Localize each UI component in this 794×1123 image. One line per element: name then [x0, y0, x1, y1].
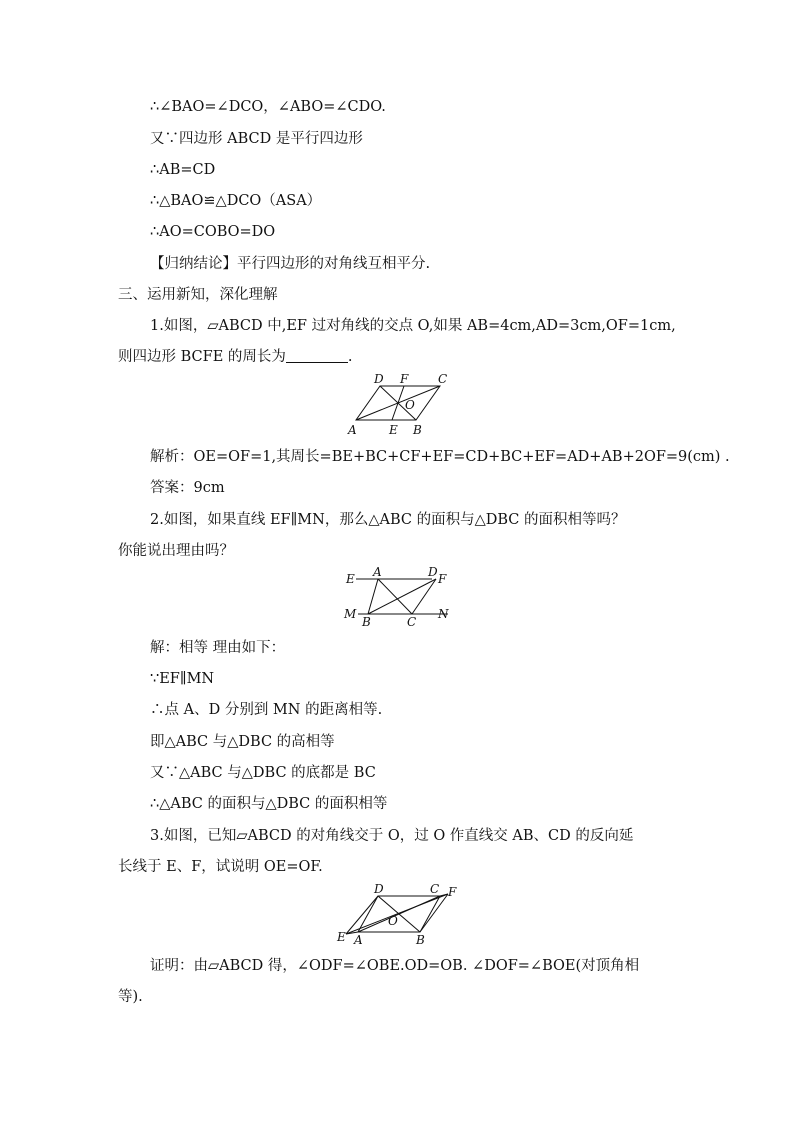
q2-label-c: C — [407, 615, 417, 628]
q2-solution-line5: 又∵△ABC 与△DBC 的底都是 BC — [150, 765, 376, 781]
q3-proof-line1: 证明：由▱ABCD 得，∠ODF=∠OBE.OD=OB. ∠DOF=∠BOE(对顶角相 — [150, 958, 640, 974]
q2-label-n: N — [438, 607, 449, 621]
proof-line-conclusion: ∴AO=COBO=DO — [150, 224, 276, 240]
q3-label-c: C — [430, 882, 440, 896]
q2-label-a: A — [373, 566, 382, 579]
q2-parallel-lines-figure — [340, 566, 458, 628]
q1-answer: 答案：9cm — [150, 480, 225, 496]
q1-label-b: B — [413, 423, 422, 437]
q2-text-line2: 你能说出理由吗？ — [118, 543, 234, 559]
q3-text-line2: 长线于 E、F，试说明 OE=OF. — [118, 859, 323, 875]
section-heading: 三、运用新知，深化理解 — [118, 287, 278, 303]
q2-solution-line2: ∵EF∥MN — [150, 671, 215, 687]
q2-label-f: F — [438, 572, 447, 586]
q2-label-d: D — [428, 566, 438, 579]
q2-label-e: E — [346, 572, 355, 586]
q1-text-suffix: . — [347, 349, 353, 365]
q2-solution-line3: ∴点 A、D 分别到 MN 的距离相等. — [150, 702, 383, 718]
q2-solution-line6: ∴△ABC 的面积与△DBC 的面积相等 — [150, 796, 388, 812]
q2-solution-line4: 即△ABC 与△DBC 的高相等 — [150, 734, 335, 750]
q2-label-b: B — [362, 615, 371, 628]
q3-label-e: E — [337, 930, 346, 944]
q1-label-c: C — [438, 372, 448, 386]
q3-parallelogram-figure — [336, 882, 462, 946]
proof-line-parallelogram: 又∵四边形 ABCD 是平行四边形 — [150, 131, 363, 147]
q3-label-f: F — [448, 885, 457, 899]
q1-parallelogram-figure — [340, 372, 460, 438]
q2-text-line1: 2.如图，如果直线 EF∥MN，那么△ABC 的面积与△DBC 的面积相等吗？ — [150, 512, 626, 528]
proof-line-congruent: ∴△BAO≌△DCO（ASA） — [150, 193, 322, 209]
q3-label-o: O — [388, 914, 398, 928]
summary-conclusion: 【归纳结论】平行四边形的对角线互相平分. — [150, 256, 431, 272]
q1-label-a: A — [348, 423, 357, 437]
q3-label-b: B — [416, 933, 425, 946]
q3-proof-line2: 等). — [118, 989, 143, 1005]
q1-text-prefix: 则四边形 BCFE 的周长为 — [118, 349, 286, 365]
q1-text-line2 — [118, 348, 353, 366]
q1-analysis: 解析：OE=OF=1,其周长=BE+BC+CF+EF=CD+BC+EF=AD+AB+2OF=9(cm) . — [150, 449, 730, 465]
q3-label-a: A — [354, 933, 363, 946]
q1-label-d: D — [374, 372, 384, 386]
q2-solution-line1: 解：相等 理由如下： — [150, 640, 286, 656]
q1-label-f: F — [400, 372, 409, 386]
q3-text-line1: 3.如图，已知▱ABCD 的对角线交于 O，过 O 作直线交 AB、CD 的反向延 — [150, 828, 634, 844]
proof-line-angles: ∴∠BAO=∠DCO，∠ABO=∠CDO. — [150, 99, 386, 115]
proof-line-ab-cd: ∴AB=CD — [150, 162, 216, 178]
q3-label-d: D — [374, 882, 384, 896]
q1-text-line1: 1.如图，▱ABCD 中,EF 过对角线的交点 O,如果 AB=4cm,AD=3cm,OF=1cm, — [150, 318, 676, 334]
q2-label-m: M — [344, 607, 357, 621]
q1-label-e: E — [389, 423, 398, 437]
answer-blank — [286, 348, 348, 363]
q1-label-o: O — [405, 398, 415, 412]
